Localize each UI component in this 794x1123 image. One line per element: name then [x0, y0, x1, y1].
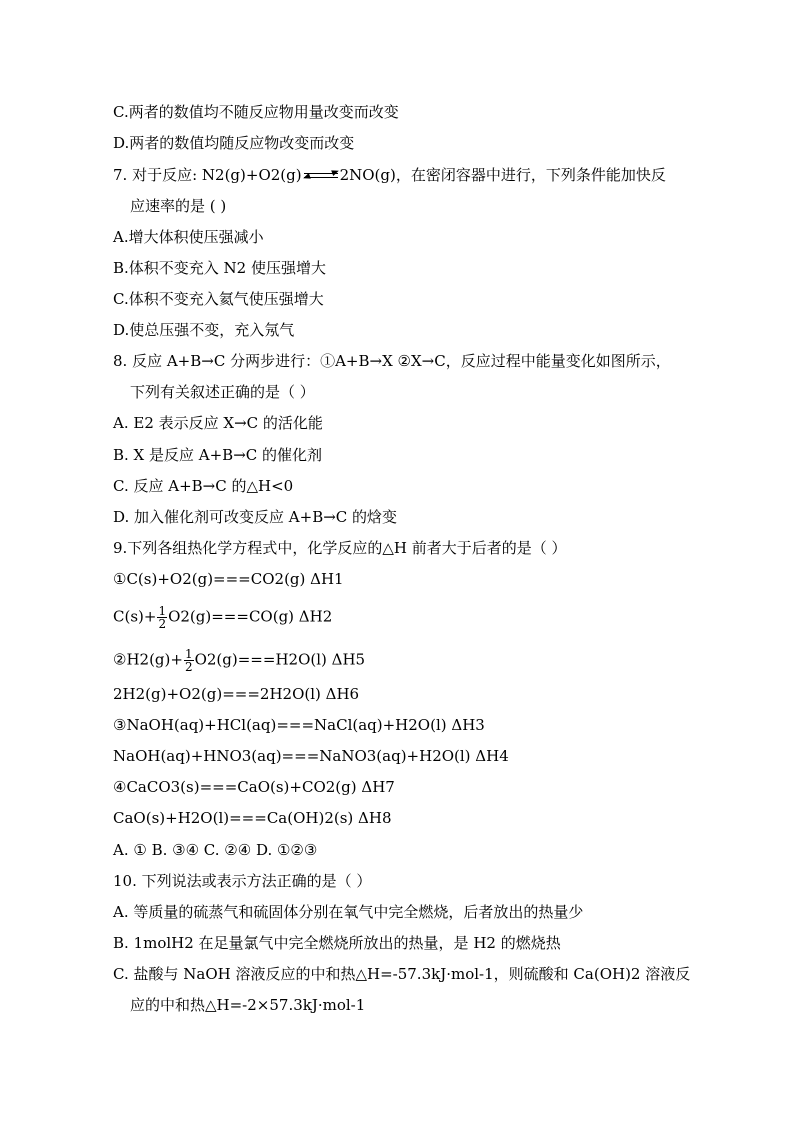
question-7-option-a: A.增大体积使压强减小 — [113, 228, 264, 246]
question-8-option-c: C. 反应 A+B→C 的△H<0 — [113, 477, 294, 495]
equation-1: ①C(s)+O2(g)===CO2(g) ΔH1 — [113, 570, 344, 588]
equation-2-left: C(s)+ — [113, 607, 157, 626]
equation-3-right: O2(g)===H2O(l) ΔH5 — [194, 650, 366, 669]
equation-3 — [113, 648, 365, 673]
question-10-option-b: B. 1molH2 在足量氯气中完全燃烧所放出的热量，是 H2 的燃烧热 — [113, 934, 561, 952]
option-d-line: D.两者的数值均随反应物改变而改变 — [113, 134, 355, 152]
equation-8: CaO(s)+H2O(l)===Ca(OH)2(s) ΔH8 — [113, 809, 392, 827]
fraction-half — [184, 648, 194, 673]
fraction-denominator: 2 — [184, 660, 193, 674]
fraction-numerator: 1 — [158, 604, 167, 618]
question-8-stem: 8. 反应 A+B→C 分两步进行：①A+B→X ②X→C，反应过程中能量变化如图所示， — [113, 352, 671, 370]
fraction-denominator: 2 — [158, 617, 167, 631]
equation-2-right: O2(g)===CO(g) ΔH2 — [168, 607, 333, 626]
question-7-text-part2: 2NO(g)，在密闭容器中进行，下列条件能加快反 — [339, 166, 666, 184]
question-7-stem-cont: 应速率的是 ( ) — [130, 197, 227, 215]
question-10-option-c: C. 盐酸与 NaOH 溶液反应的中和热△H=-57.3kJ·mol-1，则硫酸和 Ca(OH)2 溶液反 — [113, 965, 691, 983]
equilibrium-arrow-icon — [304, 171, 338, 181]
question-7-option-d: D.使总压强不变，充入氖气 — [113, 321, 295, 339]
question-10-option-c-cont: 应的中和热△H=-2×57.3kJ·mol-1 — [130, 996, 366, 1014]
option-c-line: C.两者的数值均不随反应物用量改变而改变 — [113, 103, 399, 121]
equation-5: ③NaOH(aq)+HCl(aq)===NaCl(aq)+H2O(l) ΔH3 — [113, 716, 485, 734]
equation-6: NaOH(aq)+HNO3(aq)===NaNO3(aq)+H2O(l) ΔH4 — [113, 747, 509, 765]
fraction-numerator: 1 — [184, 647, 193, 661]
question-7-text-part1: 7. 对于反应: N2(g)+O2(g) — [113, 166, 302, 184]
equation-7: ④CaCO3(s)===CaO(s)+CO2(g) ΔH7 — [113, 778, 395, 796]
question-8-option-d: D. 加入催化剂可改变反应 A+B→C 的焓变 — [113, 508, 398, 526]
equation-3-left: ②H2(g)+ — [113, 650, 183, 669]
question-10-stem: 10. 下列说法或表示方法正确的是（ ） — [113, 872, 372, 890]
question-8-option-a: A. E2 表示反应 X→C 的活化能 — [113, 414, 323, 432]
question-9-stem: 9.下列各组热化学方程式中，化学反应的△H 前者大于后者的是（ ） — [113, 539, 567, 557]
equation-2 — [113, 605, 332, 630]
question-10-option-a: A. 等质量的硫蒸气和硫固体分别在氧气中完全燃烧，后者放出的热量少 — [113, 903, 584, 921]
question-8-stem-cont: 下列有关叙述正确的是（ ） — [130, 383, 315, 401]
question-7-option-b: B.体积不变充入 N2 使压强增大 — [113, 259, 326, 277]
question-7-stem — [113, 165, 666, 185]
question-8-option-b: B. X 是反应 A+B→C 的催化剂 — [113, 446, 323, 464]
question-7-option-c: C.体积不变充入氦气使压强增大 — [113, 290, 324, 308]
fraction-half — [157, 605, 167, 630]
question-9-options: A. ① B. ③④ C. ②④ D. ①②③ — [113, 841, 318, 859]
equation-4: 2H2(g)+O2(g)===2H2O(l) ΔH6 — [113, 685, 360, 703]
